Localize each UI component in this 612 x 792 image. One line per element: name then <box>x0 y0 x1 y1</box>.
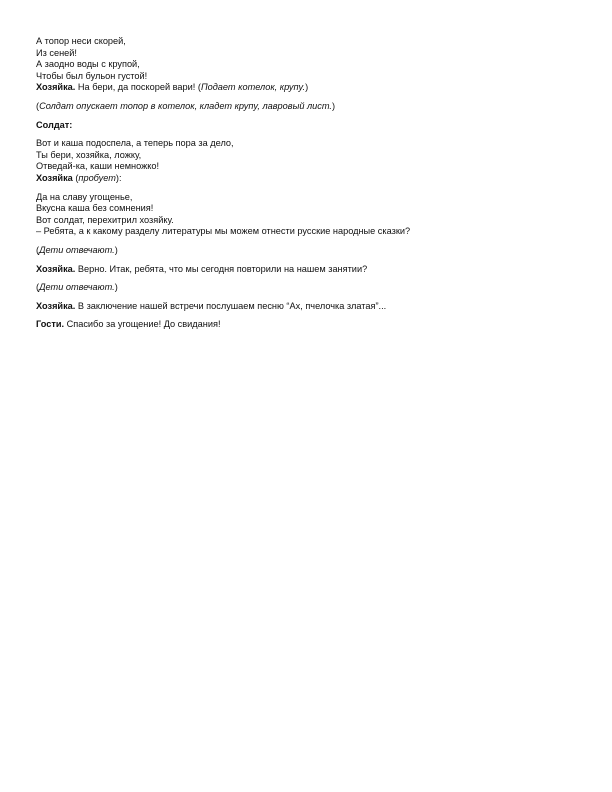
stage-direction-block <box>36 282 576 294</box>
dialogue-text: Верно. Итак, ребята, что мы сегодня повторили на нашем занятии? <box>75 263 368 274</box>
dialogue-line <box>36 82 576 94</box>
speaker-name: Хозяйка <box>36 172 73 183</box>
speaker-name: Гости. <box>36 319 65 330</box>
verse-block-1 <box>36 36 576 94</box>
verse-line: Да на славу угощенье, <box>36 191 133 202</box>
stage-direction-block <box>36 101 576 113</box>
verse-line: А топор неси скорей, <box>36 36 126 46</box>
stage-direction-open: ( <box>36 244 40 255</box>
stage-direction-close: ) <box>114 244 118 255</box>
document-content <box>36 36 576 331</box>
verse-line: А заодно воды с крупой, <box>36 59 140 70</box>
dialogue-block <box>36 301 576 313</box>
dialogue-text: На бери, да поскорей вари! ( <box>75 82 201 93</box>
verse-line: Чтобы был бульон густой! <box>36 70 148 81</box>
stage-direction-close: ) <box>114 282 118 293</box>
question-line: – Ребята, а к какому разделу литературы мы можем отнести русские народные сказки? <box>36 226 411 237</box>
speaker-name: Хозяйка. <box>36 263 76 274</box>
verse-line: Вкусна каша без сомнения! <box>36 203 154 214</box>
stage-direction-block <box>36 245 576 257</box>
stage-direction: Солдат опускает топор в котелок, кладет крупу, лавровый лист. <box>39 100 332 111</box>
dialogue-block <box>36 319 576 331</box>
speaker-name: Хозяйка. <box>36 82 76 93</box>
speaker-heading-block <box>36 120 576 132</box>
verse-block-2 <box>36 138 576 184</box>
verse-block-3 <box>36 192 576 238</box>
stage-direction: пробует <box>78 172 116 183</box>
speaker-name: Солдат: <box>36 119 73 130</box>
stage-direction-close: ) <box>331 100 336 111</box>
dialogue-text: В заключение нашей встречи послушаем песню “Ах, пчелочка златая”... <box>75 300 387 311</box>
verse-line: Из сеней! <box>36 47 77 58</box>
dialogue-text: Спасибо за угощение! До свидания! <box>64 319 221 330</box>
stage-direction-open: ( <box>36 100 40 111</box>
stage-direction: Дети отвечают. <box>39 282 115 293</box>
dialogue-line <box>36 173 576 185</box>
verse-line: Вот и каша подоспела, а теперь пора за дело, <box>36 138 234 149</box>
verse-line: Вот солдат, перехитрил хозяйку. <box>36 214 174 225</box>
dialogue-block <box>36 264 576 276</box>
stage-direction: Дети отвечают. <box>39 244 115 255</box>
stage-direction-open: ( <box>36 282 40 293</box>
verse-line: Ты бери, хозяйка, ложку, <box>36 149 142 160</box>
stage-direction: Подает котелок, крупу. <box>200 82 306 93</box>
stage-direction-close: ): <box>115 172 122 183</box>
stage-direction-open: ( <box>72 172 79 183</box>
stage-direction-close: ) <box>305 82 309 93</box>
verse-line: Отведай-ка, каши немножко! <box>36 161 160 172</box>
speaker-name: Хозяйка. <box>36 300 76 311</box>
